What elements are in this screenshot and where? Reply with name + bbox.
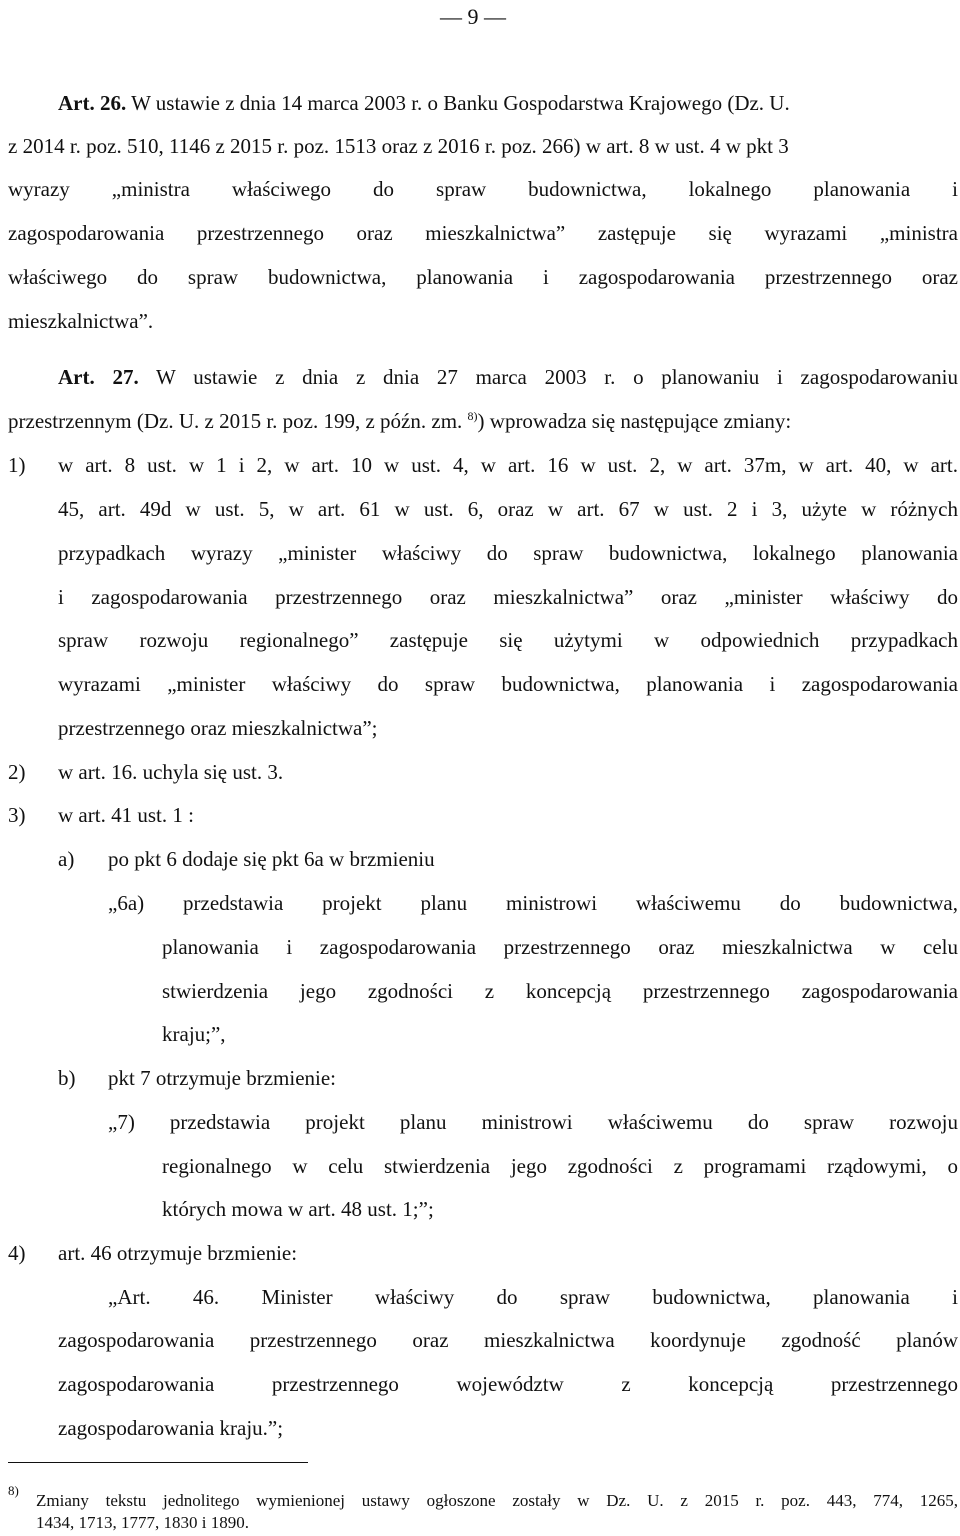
art27-text-1: W ustawie z dnia z dnia 27 marca 2003 r. o planowaniu i zagospodarowaniu xyxy=(156,365,958,389)
art26-line3: wyrazy „ministra właściwego do spraw budownictwa, lokalnego planowania i xyxy=(8,177,958,201)
subitem-a-text: po pkt 6 dodaje się pkt 6a w brzmieniu xyxy=(108,847,435,871)
art26-label: Art. 26. xyxy=(58,91,127,115)
item4-quote-2: zagospodarowania przestrzennego oraz mieszkalnictwa koordynuje zgodność planów xyxy=(58,1328,958,1352)
item4-quote-4: zagospodarowania kraju.”; xyxy=(58,1416,284,1440)
art26-text-1: W ustawie z dnia 14 marca 2003 r. o Banku Gospodarstwa Krajowego (Dz. U. xyxy=(131,91,790,115)
item4-quote-1: „Art. 46. Minister właściwy do spraw budownictwa, planowania i xyxy=(108,1285,958,1309)
item4-text: art. 46 otrzymuje brzmienie: xyxy=(58,1241,298,1265)
item1-line3: przypadkach wyrazy „minister właściwy do spraw budownictwa, lokalnego planowania xyxy=(58,541,958,565)
subitem-a-quote-1: „6a) przedstawia projekt planu ministrowi właściwemu do budownictwa, xyxy=(108,891,958,915)
art27-text-2: przestrzennym (Dz. U. z 2015 r. poz. 199, z późn. zm. xyxy=(8,409,463,433)
page-number: — 9 — xyxy=(440,4,506,29)
art27-line2 xyxy=(8,408,791,434)
subitem-b-quote-3: których mowa w art. 48 ust. 1;”; xyxy=(162,1197,434,1221)
item1-line2: 45, art. 49d w ust. 5, w art. 61 w ust. 6, oraz w art. 67 w ust. 2 i 3, użyte w różnych xyxy=(58,497,958,521)
item1-line7: przestrzennego oraz mieszkalnictwa”; xyxy=(58,716,378,740)
subitem-b-quote-2: regionalnego w celu stwierdzenia jego zgodności z programami rządowymi, o xyxy=(162,1154,958,1178)
art27-line1 xyxy=(58,364,958,390)
footnote-ref[interactable]: 8) xyxy=(467,409,478,423)
subitem-a-quote-3: stwierdzenia jego zgodności z koncepcją przestrzennego zagospodarowania xyxy=(162,979,958,1003)
art27-label: Art. 27. xyxy=(58,365,139,389)
item1-line5: spraw rozwoju regionalnego” zastępuje się użytymi w odpowiednich przypadkach xyxy=(58,628,958,652)
footnote-line2: 1434, 1713, 1777, 1830 i 1890. xyxy=(36,1513,249,1532)
subitem-a-label: a) xyxy=(58,847,75,871)
footnote-line1: Zmiany tekstu jednolitego wymienionej ustawy ogłoszone zostały w Dz. U. z 2015 r. poz. 443, 774, 1265, xyxy=(36,1491,958,1510)
art27-text-2b: ) wprowadza się następujące zmiany: xyxy=(477,409,792,433)
art26-line6: mieszkalnictwa”. xyxy=(8,309,154,333)
item2-text: w art. 16. uchyla się ust. 3. xyxy=(58,760,284,784)
item4-number: 4) xyxy=(8,1241,26,1265)
item1-number: 1) xyxy=(8,453,26,477)
item1-line4: i zagospodarowania przestrzennego oraz mieszkalnictwa” oraz „minister właściwy do xyxy=(58,585,958,609)
art26-line1 xyxy=(58,90,790,116)
item3-number: 3) xyxy=(8,803,26,827)
subitem-b-label: b) xyxy=(58,1066,76,1090)
subitem-b-quote-1: „7) przedstawia projekt planu ministrowi właściwemu do spraw rozwoju xyxy=(108,1110,958,1134)
item4-quote-3: zagospodarowania przestrzennego województw z koncepcją przestrzennego xyxy=(58,1372,958,1396)
item3-text: w art. 41 ust. 1 : xyxy=(58,803,194,827)
item1-line1: w art. 8 ust. w 1 i 2, w art. 10 w ust. 4, w art. 16 w ust. 2, w art. 37m, w art. 40, w art. xyxy=(58,453,958,477)
item2-number: 2) xyxy=(8,760,26,784)
footnote-rule xyxy=(8,1462,308,1463)
subitem-a-quote-4: kraju;”, xyxy=(162,1022,226,1046)
item1-line6: wyrazami „minister właściwy do spraw budownictwa, planowania i zagospodarowania xyxy=(58,672,958,696)
art26-line2: z 2014 r. poz. 510, 1146 z 2015 r. poz. 1513 oraz z 2016 r. poz. 266) w art. 8 w ust. 4 w pkt 3 xyxy=(8,134,789,158)
footnote-marker: 8) xyxy=(8,1483,19,1498)
subitem-b-text: pkt 7 otrzymuje brzmienie: xyxy=(108,1066,337,1090)
subitem-a-quote-2: planowania i zagospodarowania przestrzennego oraz mieszkalnictwa w celu xyxy=(162,935,958,959)
art26-line4: zagospodarowania przestrzennego oraz mieszkalnictwa” zastępuje się wyrazami „ministra xyxy=(8,221,958,245)
art26-line5: właściwego do spraw budownictwa, planowania i zagospodarowania przestrzennego oraz xyxy=(8,265,958,289)
